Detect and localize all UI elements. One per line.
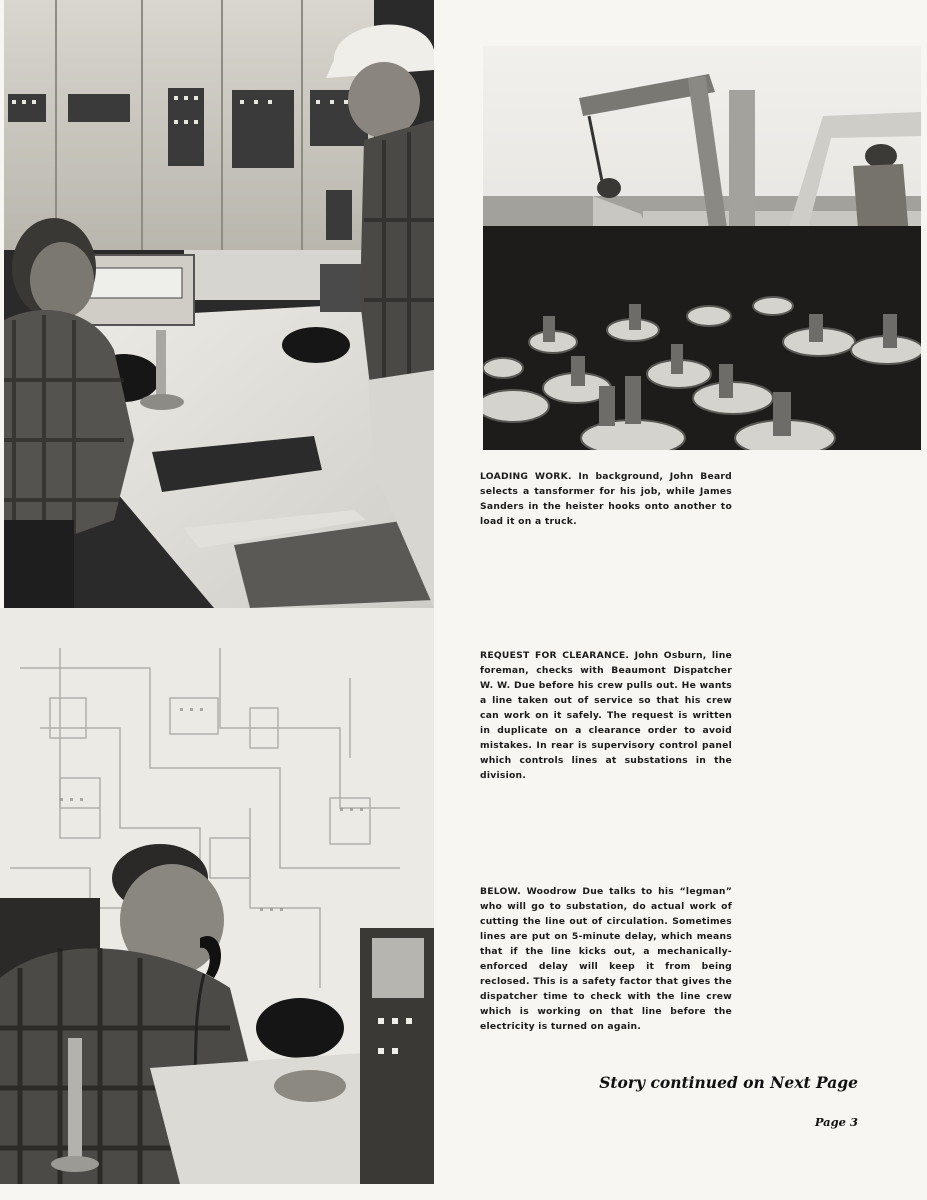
- loading-work-caption: [480, 469, 732, 529]
- caption-lead: LOADING WORK.: [480, 471, 572, 482]
- caption-lead: REQUEST FOR CLEARANCE.: [480, 650, 630, 661]
- request-for-clearance-caption: [480, 648, 732, 783]
- below-caption: [480, 884, 732, 1034]
- story-continued-text: Story continued on Next Page: [599, 1073, 858, 1092]
- caption-lead: BELOW.: [480, 886, 521, 897]
- transformer-loading-photo: [483, 46, 921, 450]
- caption-body: Woodrow Due talks to his “legman” who will go to substation, do actual work of cutting the line out of circulation. Sometimes lines are put on 5-minute delay, which means that if the line kicks out, a mechanically-enforced delay will keep it from being reclosed. This is a safety factor that gives the dispatcher time to check with the line crew which is working on that line before the electricity is turned on again.: [480, 886, 732, 1032]
- dispatcher-console-photo: [4, 0, 434, 608]
- dispatcher-telephone-photo: [0, 608, 434, 1184]
- caption-body: John Osburn, line foreman, checks with Beaumont Dispatcher W. W. Due before his crew pulls out. He wants a line taken out of service so that his crew can work on it safely. The request is written in duplicate on a clearance order to avoid mistakes. In rear is supervisory control panel which controls lines at substations in the division.: [480, 650, 732, 781]
- caption-body: In background, John Beard selects a tansformer for his job, while James Sanders in the heister hooks onto another to load it on a truck.: [480, 471, 733, 527]
- page-number: Page 3: [814, 1115, 858, 1129]
